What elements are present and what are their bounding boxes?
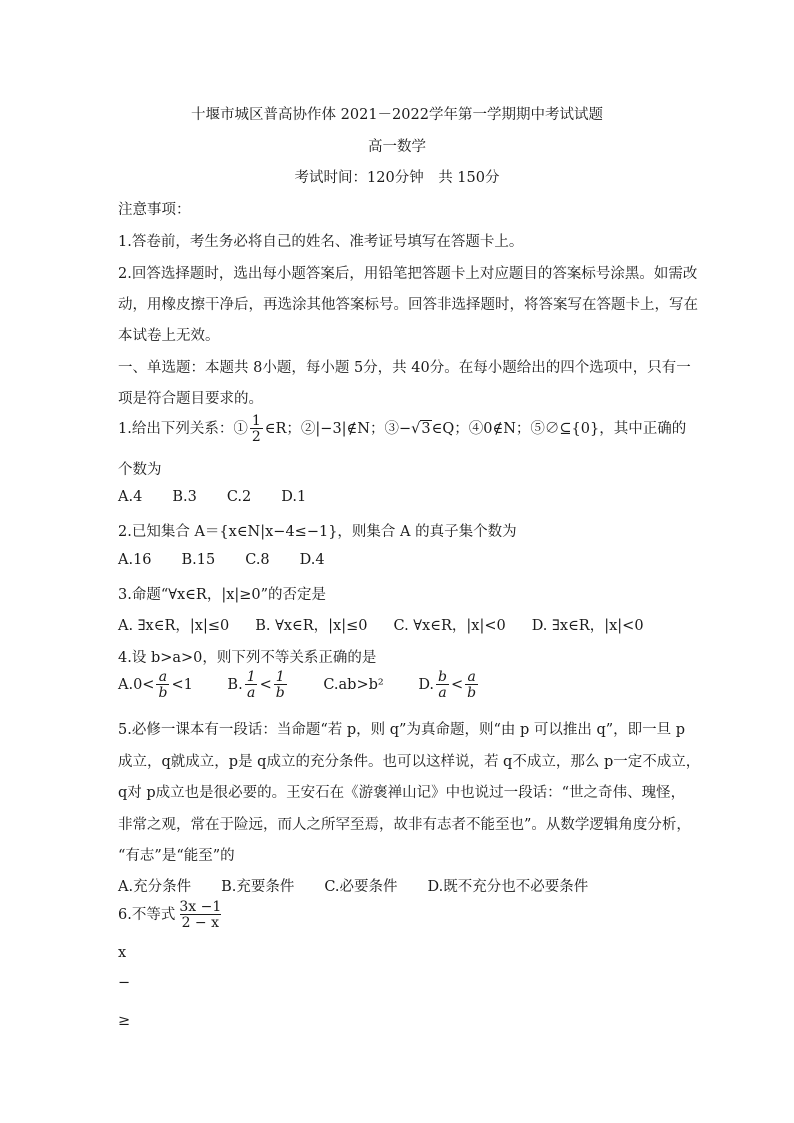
q1-sqrt-radicand: 3 [421, 421, 431, 437]
q4-a-prefix: A.0< [118, 677, 155, 693]
q3-option-c: C. ∀x∈R，|x|<0 [393, 618, 506, 634]
q4-b-fraction-1 [245, 670, 258, 700]
question-4-stem: 4.设 b>a>0，则下列不等关系正确的是 [118, 650, 377, 666]
question-5-line-3: q对 p成立也是很必要的。王安石在《游褒禅山记》中也说过一段话：“世之奇伟、瑰怪， [118, 785, 686, 801]
q1-part-a: ∈R；②|−3|∉N；③− [264, 421, 412, 437]
exam-subject: 高一数学 [368, 139, 426, 155]
q2-option-b: B.15 [181, 552, 216, 568]
q4-d1-num: b [438, 669, 447, 685]
q6-fraction-numerator: 3x −1 [179, 899, 222, 915]
question-5-line-1: 5.必修一课本有一段话：当命题“若 p，则 q”为真命题，则“由 p 可以推出 q”，即一旦 p [118, 722, 686, 738]
q4-option-a [118, 670, 193, 700]
note-item-2-line-2: 动，用橡皮擦干净后，再选涂其他答案标号。回答非选择题时，将答案写在答题卡上，写在 [118, 297, 698, 313]
q4-option-b [227, 670, 288, 700]
question-3-stem: 3.命题“∀x∈R，|x|≥0”的否定是 [118, 587, 327, 603]
note-item-1: 1.答卷前，考生务必将自己的姓名、准考证号填写在答题卡上。 [118, 234, 524, 250]
q1-fraction-denominator: 2 [251, 429, 261, 445]
question-5-line-2: 成立，q就成立，p是 q成立的充分条件。也可以这样说，若 q不成立，那么 p一定不成立， [118, 754, 701, 770]
q4-b-fraction-2 [274, 670, 287, 700]
question-1-options [118, 489, 678, 505]
question-3-options [118, 614, 678, 635]
question-6-stem [118, 900, 678, 930]
q4-d1-den: a [438, 685, 447, 701]
q1-option-a: A.4 [118, 489, 143, 505]
q4-b1-den: a [246, 685, 256, 701]
q6-prefix: 6.不等式 [118, 907, 176, 923]
question-2-options [118, 552, 678, 568]
q6-stray-symbol-geq: ≥ [118, 1013, 131, 1029]
q1-option-b: B.3 [172, 489, 197, 505]
q4-b1-num: 1 [246, 669, 256, 685]
q4-a-fraction [156, 670, 169, 700]
exam-time-info: 考试时间：120分钟 共 150分 [294, 170, 500, 186]
exam-title: 十堰市城区普高协作体 2021－2022学年第一学期期中考试试题 [191, 107, 603, 123]
q4-d2-num: a [467, 669, 476, 685]
q1-part-b: ∈Q；④0∉N；⑤∅⊆{0}，其中正确的 [431, 421, 687, 437]
q3-option-a: A. ∃x∈R，|x|≤0 [118, 618, 230, 634]
q5-option-a: A.充分条件 [118, 879, 192, 895]
q5-option-c: C.必要条件 [324, 879, 398, 895]
q4-b-prefix: B. [227, 677, 243, 693]
notes-heading: 注意事项： [118, 202, 191, 218]
q6-stray-symbol-minus: − [118, 975, 131, 991]
question-4-options [118, 670, 678, 700]
q4-a-suffix: <1 [171, 677, 193, 693]
q4-b-mid: < [259, 677, 272, 693]
q6-stray-symbol-x: x [118, 945, 127, 961]
q4-d-prefix: D. [418, 677, 435, 693]
q1-option-c: C.2 [226, 489, 252, 505]
q5-option-d: D.既不充分也不必要条件 [427, 879, 589, 895]
q4-a-den: b [158, 685, 168, 701]
question-5-options [118, 875, 678, 896]
q1-sqrt: √3 [411, 421, 431, 437]
q4-d-fraction-2 [465, 670, 478, 700]
q4-d-fraction-1 [436, 670, 449, 700]
q5-option-b: B.充要条件 [221, 879, 295, 895]
section-1-instructions-line-1: 一、单选题：本题共 8小题，每小题 5分，共 40分。在每小题给出的四个选项中，只有一 [118, 360, 691, 376]
question-2-stem: 2.已知集合 A＝{x∈N|x−4≤−1}，则集合 A 的真子集个数为 [118, 524, 517, 540]
question-1-stem [118, 413, 687, 445]
note-item-2-line-3: 本试卷上无效。 [118, 328, 220, 344]
q6-fraction [177, 900, 223, 930]
q1-fraction-numerator: 1 [251, 413, 261, 429]
q4-a-num: a [158, 669, 168, 685]
q4-option-d [418, 670, 480, 700]
q4-b2-den: b [275, 685, 285, 701]
section-1-instructions-line-2: 项是符合题目要求的。 [118, 391, 263, 407]
q6-fraction-denominator: 2 − x [181, 915, 219, 931]
q1-prefix: 1.给出下列关系：① [118, 421, 248, 437]
q2-option-a: A.16 [118, 552, 152, 568]
q2-option-c: C.8 [245, 552, 270, 568]
question-5-line-5: “有志”是“能至”的 [118, 848, 235, 864]
q4-b2-num: 1 [275, 669, 285, 685]
question-5-line-4: 非常之观，常在于险远，而人之所罕至焉，故非有志者不能至也”。从数学逻辑角度分析， [118, 817, 691, 833]
q3-option-b: B. ∀x∈R，|x|≤0 [255, 618, 368, 634]
q2-option-d: D.4 [299, 552, 325, 568]
q3-option-d: D. ∃x∈R，|x|<0 [531, 618, 644, 634]
q4-option-c: C.ab>b² [323, 677, 384, 693]
note-item-2-line-1: 2.回答选择题时，选出每小题答案后，用铅笔把答题卡上对应题目的答案标号涂黑。如需改 [118, 266, 698, 282]
q4-d2-den: b [467, 685, 477, 701]
q1-fraction [250, 414, 263, 444]
q1-option-d: D.1 [281, 489, 307, 505]
question-1-line-2: 个数为 [118, 462, 162, 478]
q4-d-mid: < [451, 677, 464, 693]
